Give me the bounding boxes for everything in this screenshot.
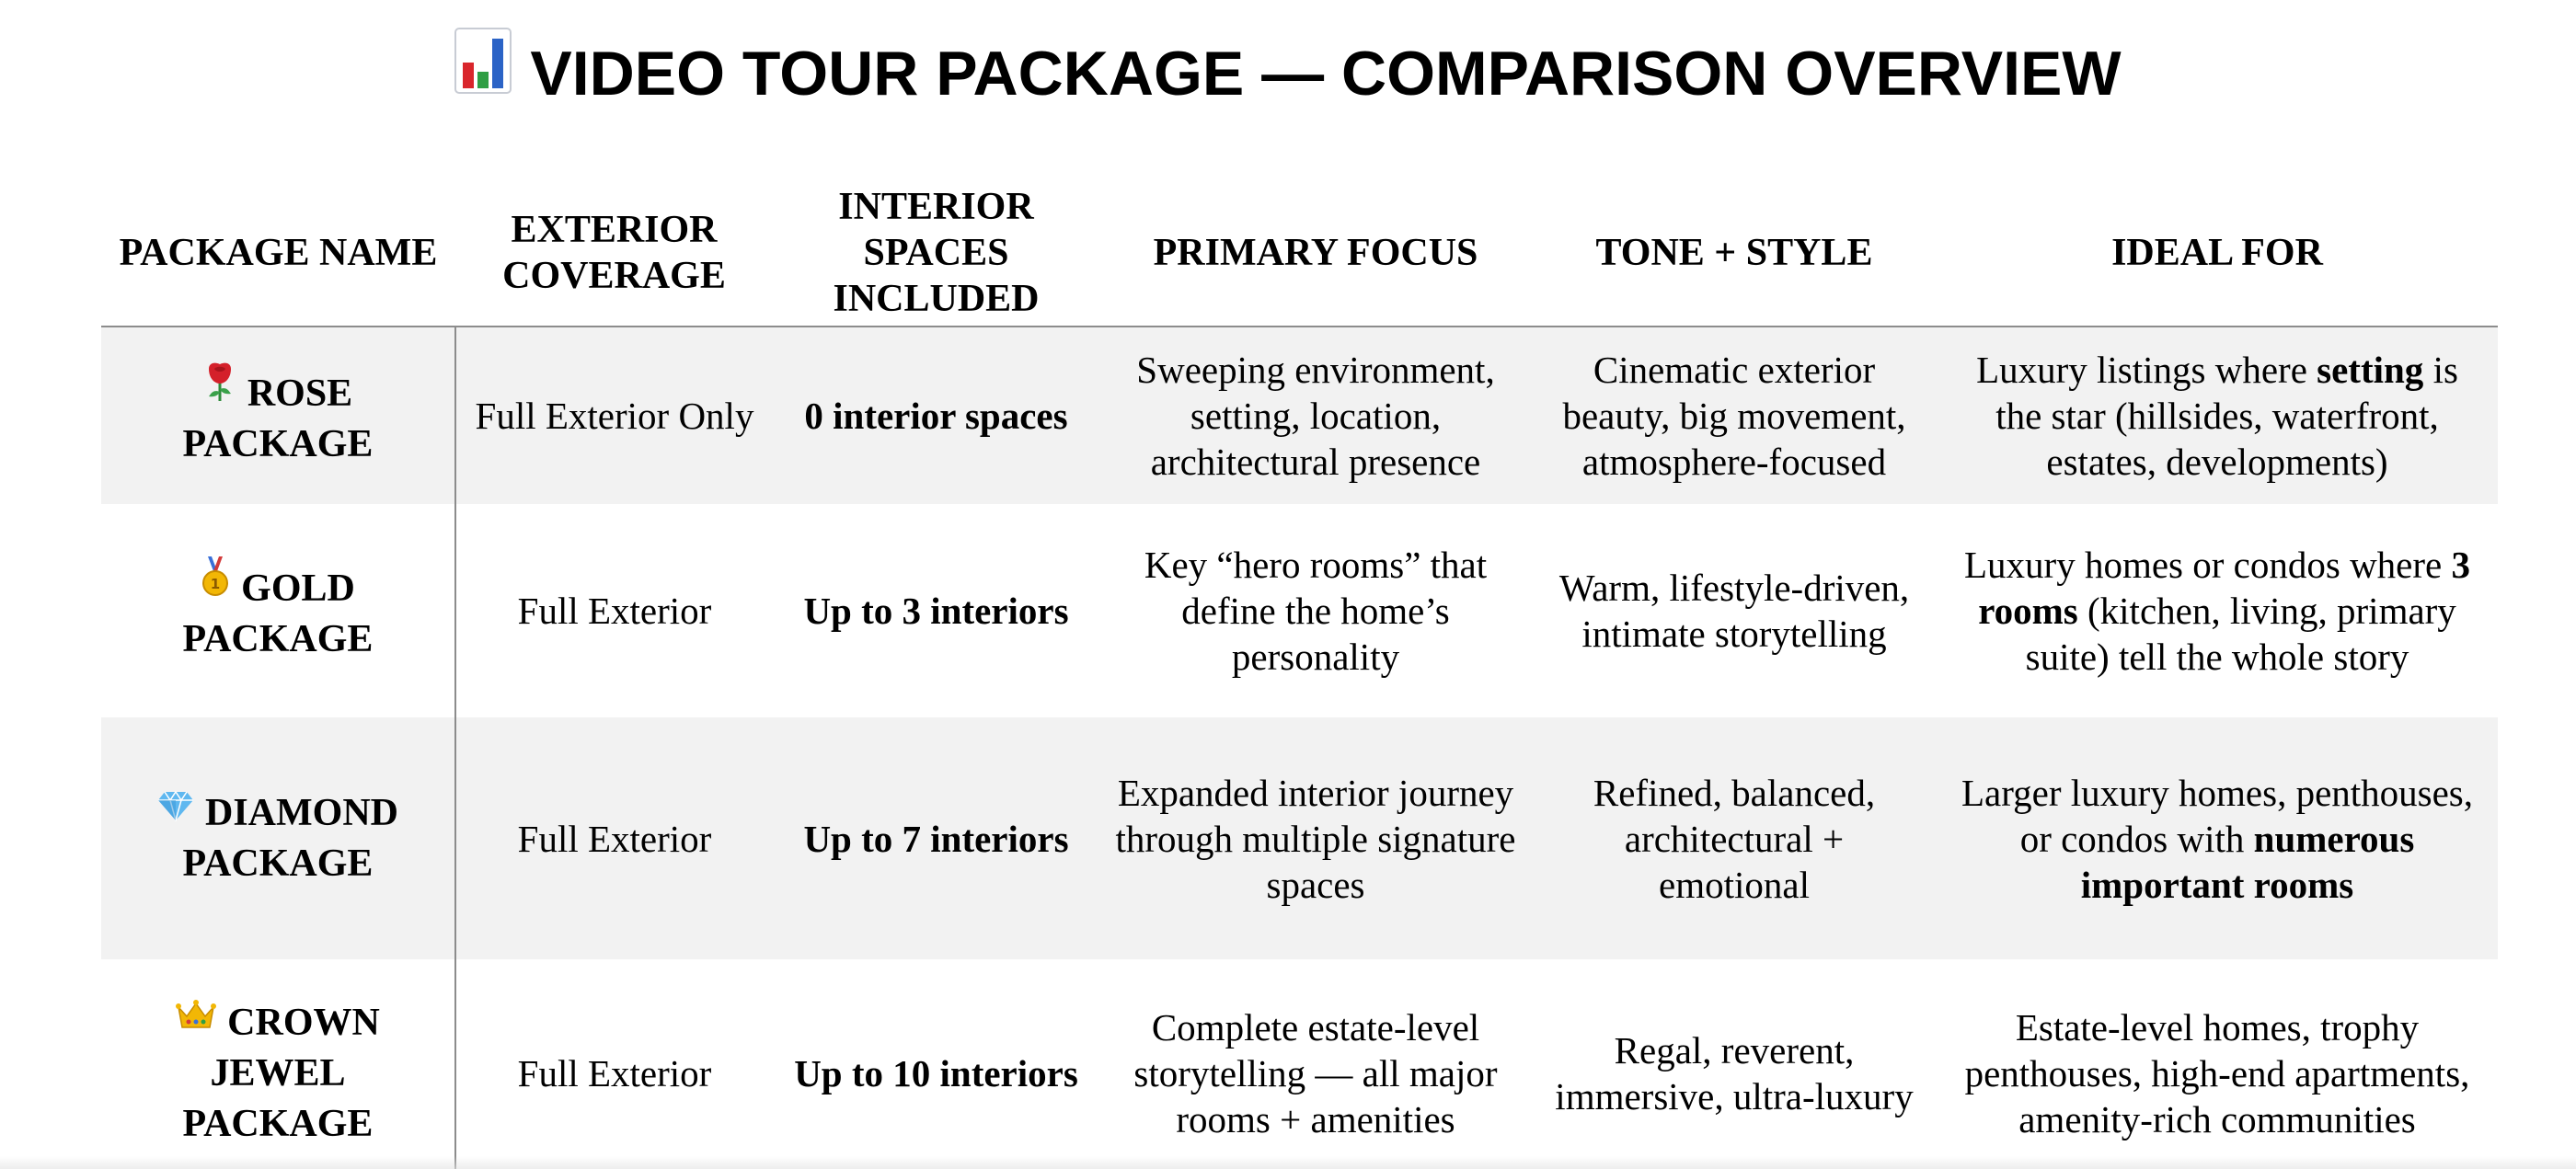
header-primary-focus: PRIMARY FOCUS <box>1099 179 1532 327</box>
ideal-emphasis: 3 rooms <box>1978 544 2470 632</box>
package-name-cell <box>101 959 455 1169</box>
page-title <box>0 28 2576 115</box>
diamond-icon <box>157 790 194 821</box>
ideal-text-rest: is the star (hillsides, waterfront, estates, developments) <box>1995 349 2458 483</box>
package-name: DIAMOND PACKAGE <box>182 791 398 885</box>
ideal-emphasis: setting <box>2317 349 2424 391</box>
ideal-cell <box>1937 504 2498 717</box>
medal-icon <box>201 556 230 597</box>
tone-cell: Cinematic exterior beauty, big movement, atmosphere-focused <box>1532 327 1937 504</box>
package-name-cell <box>101 504 455 717</box>
header-package-name: PACKAGE NAME <box>101 179 455 327</box>
header-tone-style: TONE + STYLE <box>1532 179 1937 327</box>
exterior-cell: Full Exterior <box>455 717 773 959</box>
focus-cell: Key “hero rooms” that define the home’s personality <box>1144 544 1488 678</box>
interior-cell: Up to 3 interiors <box>803 590 1069 632</box>
package-name: ROSE PACKAGE <box>182 372 374 465</box>
ideal-emphasis: numerous important rooms <box>2080 817 2415 906</box>
ideal-cell <box>1937 327 2498 504</box>
exterior-cell: Full Exterior <box>517 590 712 632</box>
header-exterior-coverage: EXTERIOR COVERAGE <box>455 179 773 327</box>
focus-cell: Complete estate-level storytelling — all major rooms + amenities <box>1133 1006 1498 1140</box>
svg-text:1: 1 <box>210 576 221 592</box>
interior-cell: Up to 10 interiors <box>794 1052 1078 1095</box>
exterior-cell: Full Exterior <box>517 1052 712 1095</box>
ideal-text: Luxury homes or condos where <box>1964 544 2452 586</box>
table-row <box>101 504 2498 717</box>
header-ideal-for: IDEAL FOR <box>1937 179 2498 327</box>
ideal-text: Estate-level homes, trophy penthouses, high-end apartments, amenity-rich communities <box>1964 1006 2470 1140</box>
package-name-cell <box>101 327 455 504</box>
page-title-text: VIDEO TOUR PACKAGE — COMPARISON OVERVIEW <box>530 39 2122 109</box>
crown-icon <box>176 1000 216 1031</box>
tone-cell: Refined, balanced, architectural + emotional <box>1532 717 1937 959</box>
table-row <box>101 327 2498 504</box>
interior-cell: Up to 7 interiors <box>773 717 1099 959</box>
ideal-text: Larger luxury homes, penthouses, or condos with <box>1961 771 2474 860</box>
table-row <box>101 717 2498 959</box>
ideal-text: Luxury listings where <box>1976 349 2317 391</box>
table-row <box>101 959 2498 1169</box>
interior-cell: 0 interior spaces <box>773 327 1099 504</box>
package-name: GOLD PACKAGE <box>182 567 374 660</box>
tone-cell: Warm, lifestyle-driven, intimate storytelling <box>1558 567 1910 655</box>
ideal-cell <box>1937 717 2498 959</box>
comparison-table <box>101 179 2498 1169</box>
exterior-cell: Full Exterior Only <box>455 327 773 504</box>
tone-cell: Regal, reverent, immersive, ultra-luxury <box>1555 1029 1914 1117</box>
focus-cell: Sweeping environment, setting, location, architectural presence <box>1099 327 1532 504</box>
table-header-row <box>101 179 2498 327</box>
focus-cell: Expanded interior journey through multiple signature spaces <box>1099 717 1532 959</box>
header-interior-spaces: INTERIOR SPACES INCLUDED <box>773 179 1099 327</box>
bar-chart-icon <box>454 28 512 94</box>
ideal-cell <box>1937 959 2498 1169</box>
package-name: CROWN JEWEL PACKAGE <box>182 1001 380 1145</box>
package-name-cell <box>101 717 455 959</box>
ideal-text-rest: (kitchen, living, primary suite) tell the whole story <box>2025 590 2456 678</box>
rose-icon <box>203 361 236 402</box>
